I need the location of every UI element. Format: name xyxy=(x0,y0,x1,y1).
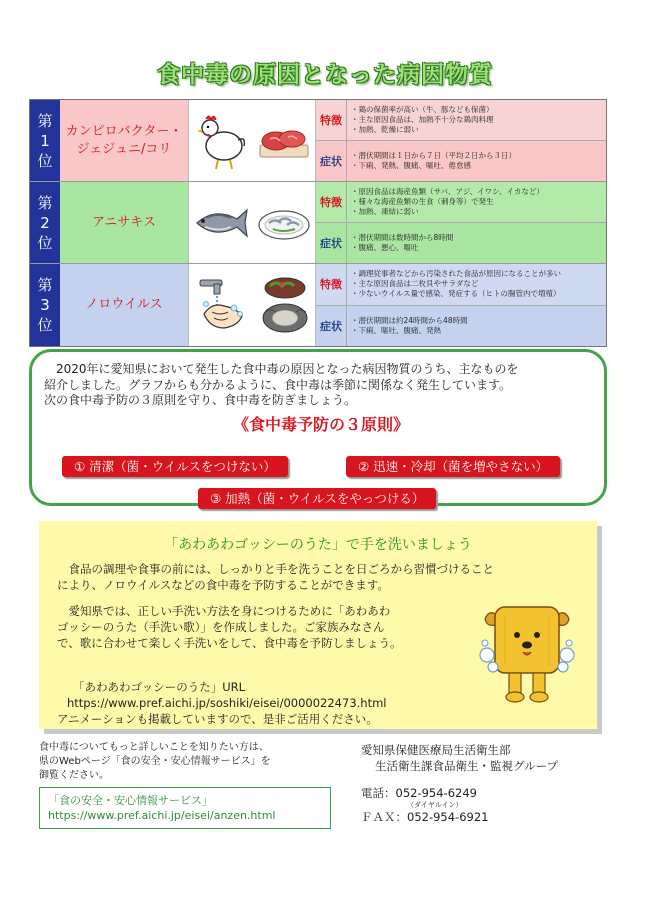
feature-item: ・原因食品は海産魚類（サバ、アジ、イワシ、イカなど） xyxy=(351,187,544,196)
feature-row xyxy=(316,182,606,222)
raw-meat-icon xyxy=(258,121,310,161)
rank-number: 2 xyxy=(40,213,50,232)
oyster-icon xyxy=(260,274,310,336)
fax-number: ＦＡＸ：052-954-6921 xyxy=(361,810,489,824)
ranking-row-1 xyxy=(30,100,606,182)
feature-item: ・加熱、凍結に弱い xyxy=(351,207,419,216)
feature-item: ・主な原因食品は、加熱不十分な鶏肉料理 xyxy=(351,115,494,124)
food-safety-link-box xyxy=(39,787,331,829)
page-title: 食中毒の原因となった病因物質 xyxy=(157,62,493,88)
feature-item: ・主な原因食品は二枚貝やサラダなど xyxy=(351,279,479,289)
pathogen-name-line: ジェジュニ/コリ xyxy=(76,141,172,157)
feature-item: ・鶏の保菌率が高い（牛、豚なども保菌） xyxy=(351,105,494,114)
rank-badge xyxy=(30,182,60,263)
chicken-icon xyxy=(194,110,248,172)
info-line: 県のWebページ「食の安全・安心情報サービス」を xyxy=(39,756,271,767)
symptom-text xyxy=(346,223,606,263)
rank-prefix: 第 xyxy=(37,276,53,294)
symptom-item: ・潜伏期間は１日から７日（平均２日から３日） xyxy=(351,151,516,160)
symptom-row xyxy=(316,222,606,263)
info-line: 食中毒についてもっと詳しいことを知りたい方は、 xyxy=(39,742,269,753)
rank-prefix: 第 xyxy=(37,111,53,130)
pathogen-name-line: カンピロバクター・ xyxy=(65,123,183,139)
dial-in-note: （ダイヤルイン） xyxy=(407,801,463,809)
symptom-item: ・下痢、発熱、腹痛、嘔吐、倦怠感 xyxy=(351,161,471,170)
feature-item: ・様々な海産魚類の生食（刺身等）で発生 xyxy=(351,197,494,206)
feature-item: ・調理従事者などから汚染された食品が原因になることが多い xyxy=(351,269,561,279)
info-line: 御覧ください。 xyxy=(39,770,109,781)
rank-suffix: 位 xyxy=(37,233,53,252)
pathogen-info xyxy=(316,264,606,346)
intro-line: 次の食中毒予防の３原則を守り、食中毒を防ぎましょう。 xyxy=(44,393,357,407)
feature-text xyxy=(346,100,606,140)
org-department: 生活衛生課食品衛生・監視グループ xyxy=(375,759,559,773)
ranking-table xyxy=(29,99,607,347)
feature-label: 特徴 xyxy=(320,114,342,127)
symptom-item: ・潜伏期間は約24時間から48時間 xyxy=(351,315,468,325)
symptom-row xyxy=(316,140,606,181)
rank-badge xyxy=(30,264,60,346)
prevention-intro xyxy=(44,362,604,409)
sashimi-icon xyxy=(257,205,311,241)
pathogen-info xyxy=(316,182,606,263)
handwash-box xyxy=(39,521,597,729)
principle-cleanliness: ① 清潔（菌・ウイルスをつけない） xyxy=(62,456,288,477)
rank-prefix: 第 xyxy=(37,193,53,212)
feature-text xyxy=(346,264,606,305)
ranking-row-3 xyxy=(30,264,606,346)
pathogen-images xyxy=(188,264,316,346)
rank-suffix: 位 xyxy=(37,316,53,334)
feature-text xyxy=(346,182,606,222)
handwash-heading: 「あわあわゴッシーのうた」で手を洗いましょう xyxy=(164,537,472,553)
feature-item: ・加熱、乾燥に弱い xyxy=(351,125,419,134)
pathogen-info xyxy=(316,100,606,181)
feature-label: 特徴 xyxy=(320,196,342,209)
rank-suffix: 位 xyxy=(37,151,53,170)
intro-line: 2020年に愛知県において発生した食中毒の原因となった病因物質のうち、主なものを xyxy=(44,362,519,376)
handwash-line: 食品の調理や食事の前には、しっかりと手を洗うことを日ごろから習慣づけること xyxy=(57,562,494,576)
pathogen-images xyxy=(188,182,316,263)
feature-row xyxy=(316,100,606,140)
pathogen-name xyxy=(60,182,188,263)
food-safety-link[interactable]: https://www.pref.aichi.jp/eisei/anzen.html xyxy=(48,809,276,822)
handwash-line: ゴッシーのうた（手洗い歌）」を作成しました。ご家族みなさん xyxy=(57,620,385,634)
principle-heating: ③ 加熱（菌・ウイルスをやっつける） xyxy=(198,488,436,509)
pathogen-name xyxy=(60,100,188,181)
info-note xyxy=(39,741,339,783)
url-title: 「あわあわゴッシーのうた」URL xyxy=(73,680,246,694)
pathogen-images xyxy=(188,100,316,181)
feature-row xyxy=(316,264,606,305)
prevention-box xyxy=(29,349,607,506)
symptom-item: ・下痢、嘔吐、腹痛、発熱 xyxy=(351,325,441,335)
symptom-row xyxy=(316,305,606,347)
symptom-label: 症状 xyxy=(320,155,342,168)
contact-info xyxy=(361,786,631,825)
symptom-item: ・腹痛、悪心、嘔吐 xyxy=(351,243,419,252)
rank-badge xyxy=(30,100,60,181)
principle-cooling: ② 迅速・冷却（菌を増やさない） xyxy=(346,456,560,477)
handwash-line: で、歌に合わせて楽しく手洗いをして、食中毒を予防しましょう。 xyxy=(57,636,402,650)
symptom-text xyxy=(346,141,606,181)
feature-label: 特徴 xyxy=(320,278,342,292)
symptom-label: 症状 xyxy=(320,319,342,333)
handwash-url-block xyxy=(57,679,497,727)
handwash-icon xyxy=(194,274,250,336)
prevention-heading: 《食中毒予防の３原則》 xyxy=(232,415,409,434)
symptom-label: 症状 xyxy=(320,237,342,250)
song-url-link[interactable]: https://www.pref.aichi.jp/soshiki/eisei/0000022473.html xyxy=(67,696,387,710)
org-name: 愛知県保健医療局生活衛生部 xyxy=(361,743,511,757)
pathogen-name xyxy=(60,264,188,346)
handwash-line: により、ノロウイルスなどの食中毒を予防することができます。 xyxy=(57,578,389,592)
handwash-line: 愛知県では、正しい手洗い方法を身につけるために「あわあわ xyxy=(57,604,391,618)
pathogen-name-line: アニサキス xyxy=(91,214,157,230)
link-title: 「食の安全・安心情報サービス」 xyxy=(48,794,213,807)
fish-icon xyxy=(193,206,249,240)
pathogen-name-line: ノロウイルス xyxy=(85,297,163,312)
symptom-text xyxy=(346,306,606,347)
feature-item: ・少ないウイルス量で感染、発症する（ヒトの腸管内で増殖） xyxy=(351,289,561,299)
intro-line: 紹介しました。グラフからも分かるように、食中毒は季節に関係なく発生しています。 xyxy=(44,377,512,392)
animation-note: アニメーションも掲載していますので、是非ご活用ください。 xyxy=(57,712,378,726)
organization xyxy=(361,742,631,774)
phone-number: 電話：052-954-6249 xyxy=(361,786,477,800)
gossy-mascot-icon xyxy=(479,599,575,709)
ranking-row-2 xyxy=(30,182,606,264)
rank-number: 3 xyxy=(40,296,50,314)
symptom-item: ・潜伏期間は数時間から8時間 xyxy=(351,233,454,242)
rank-number: 1 xyxy=(40,131,50,150)
